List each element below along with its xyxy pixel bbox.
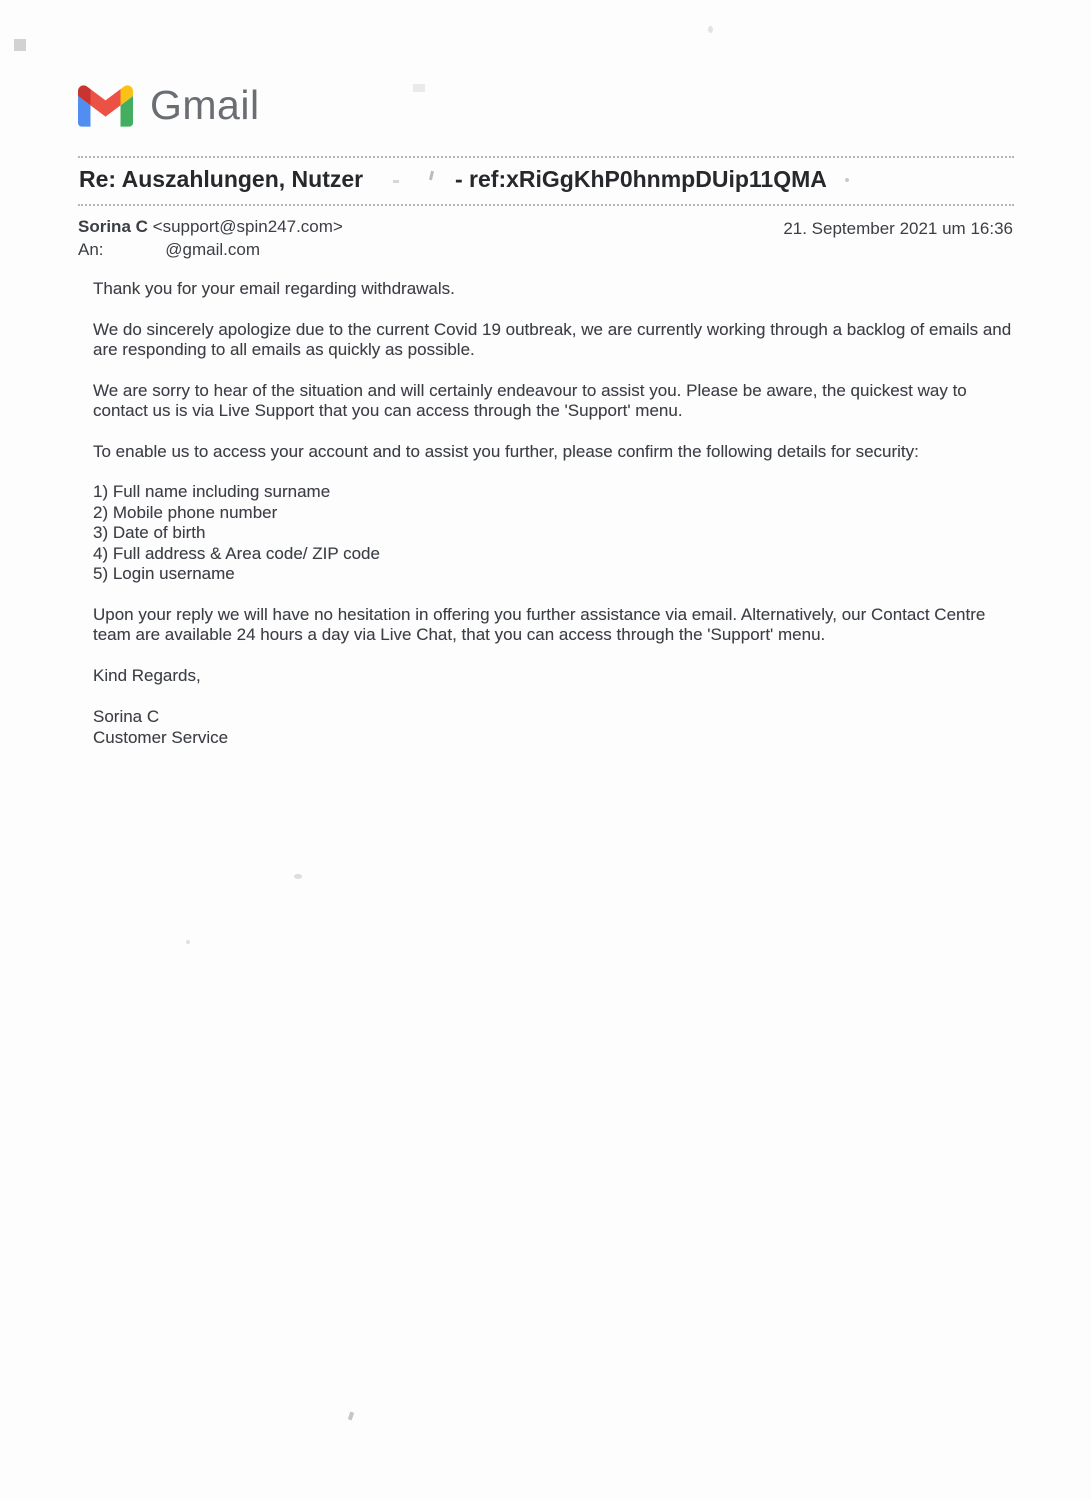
recipient-address: @gmail.com [165,240,260,259]
subject-ref-code: - ref:xRiGgKhP0hnmpDUip11QMA [455,166,827,192]
sender-name: Sorina C [78,217,148,236]
paragraph-live-support: We are sorry to hear of the situation and will certainly endeavour to assist you. Please be aware, the quickest way to contact us is via Live Support that you can access through the 'Support' menu. [93,380,967,420]
gmail-logo [78,82,260,129]
security-details-list [93,482,1023,585]
email-subject [79,166,1015,198]
scan-artifact [708,26,713,33]
gmail-m-icon [78,85,133,127]
paragraph-thanks: Thank you for your email regarding withdrawals. [93,279,455,298]
paragraph-covid-apology: We do sincerely apologize due to the current Covid 19 outbreak, we are currently working through a backlog of emails and are responding to all emails as quickly as possible. [93,319,1012,359]
paragraph-security-intro: To enable us to access your account and to assist you further, please confirm the following details for security: [93,441,919,461]
subject-prefix: Re: Auszahlungen, Nutzer [79,166,364,192]
sender-email: <support@spin247.com> [152,217,343,236]
scan-artifact [413,84,425,92]
divider-below-subject [78,204,1014,206]
paragraph-reply-assistance: Upon your reply we will have no hesitation in offering you further assistance via email. Alternatively, our Contact Centre team are available 24 hours a day via Live Chat, that you can access through the 'Support' menu. [93,604,986,644]
list-item-phone: 2) Mobile phone number [93,502,278,522]
list-item-username: 5) Login username [93,564,235,583]
divider-top [78,156,1014,158]
scan-artifact [14,39,26,51]
recipient-label: An: [78,240,104,259]
list-item-full-name: 1) Full name including surname [93,482,331,501]
closing-line: Kind Regards, [93,665,201,685]
recipient-line [78,240,260,260]
email-date: 21. September 2021 um 16:36 [783,219,1013,238]
list-item-dob: 3) Date of birth [93,523,206,542]
signature-name: Sorina C [93,707,160,726]
sender-line [78,217,343,237]
scan-artifact [348,1412,354,1421]
gmail-wordmark: Gmail [150,82,260,128]
list-item-address: 4) Full address & Area code/ ZIP code [93,543,380,563]
scan-artifact [294,874,302,879]
signature-block [93,707,1023,748]
email-body [93,279,1023,748]
signature-role: Customer Service [93,727,229,747]
scan-artifact [186,940,190,944]
